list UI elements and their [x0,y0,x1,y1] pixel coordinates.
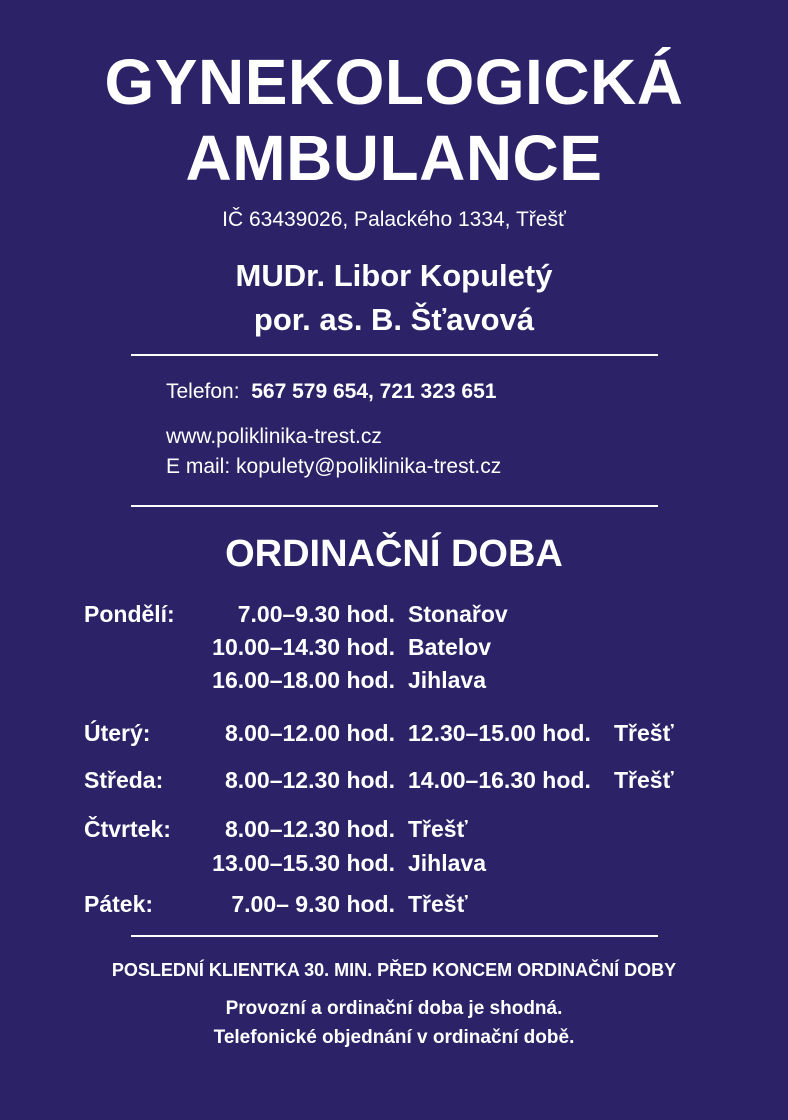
day-label: Středa: [84,767,164,793]
day-label: Pondělí: [84,601,175,627]
doctor-name-2: por. as. B. Šťavová [253,302,535,337]
website: www.poliklinika-trest.cz [166,425,382,448]
phone-numbers: 567 579 654, 721 323 651 [251,380,497,403]
day-label: Pátek: [84,891,154,917]
place: Třešť [408,816,468,842]
ic-address: IČ 63439026, Palackého 1334, Třešť [222,208,566,231]
phone-label: Telefon: [166,380,240,403]
time-range: 7.00–9.30 hod. [237,601,395,627]
divider-middle [131,505,658,507]
email: E mail: kopulety@poliklinika-trest.cz [166,455,502,478]
title-line-1: GYNEKOLOGICKÁ [104,46,684,118]
time-range: 8.00–12.00 hod. [224,720,395,746]
title-line-2: AMBULANCE [185,122,603,194]
time-range-2: 12.30–15.00 hod. [408,720,591,746]
last-client-notice: POSLEDNÍ KLIENTKA 30. MIN. PŘED KONCEM ORDINAČNÍ DOBY [111,960,677,980]
day-label: Úterý: [84,720,151,746]
phone-line [166,380,496,404]
place: Jihlava [408,850,486,876]
divider-bottom [131,935,658,937]
time-range-2: 14.00–16.30 hod. [408,767,591,793]
day-label: Čtvrtek: [84,816,171,842]
place: Třešť [408,891,468,917]
place: Stonařov [408,601,508,627]
place: Batelov [408,634,492,660]
time-range: 13.00–15.30 hod. [212,850,395,876]
hours-title: ORDINAČNÍ DOBA [225,533,563,575]
place: Třešť [614,720,674,746]
place: Jihlava [408,667,486,693]
time-range: 10.00–14.30 hod. [212,634,395,660]
time-range: 8.00–12.30 hod. [224,816,395,842]
time-range: 16.00–18.00 hod. [212,667,395,693]
doctor-name-1: MUDr. Libor Kopuletý [235,258,553,293]
footer-line-2: Telefonické objednání v ordinační době. [213,1027,575,1048]
footer-line-1: Provozní a ordinační doba je shodná. [225,998,563,1019]
time-range: 7.00– 9.30 hod. [231,891,395,917]
place: Třešť [614,767,674,793]
divider-top [131,354,658,356]
time-range: 8.00–12.30 hod. [224,767,395,793]
